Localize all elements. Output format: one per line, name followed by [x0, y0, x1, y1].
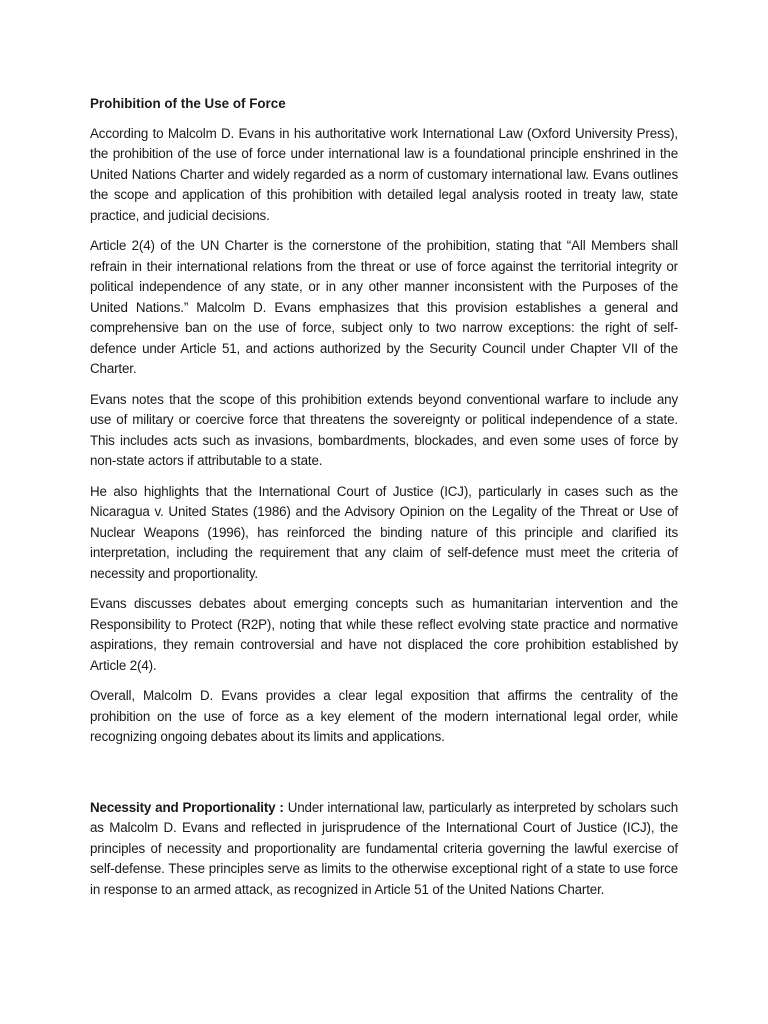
paragraph-scope: Evans notes that the scope of this prohibition extends beyond conventional warfare to include any use of military or coercive force that threatens the sovereignty or political independence of a state. This includes acts such as invasions, bombardments, blockades, and even some uses of force by non-state actors if attributable to a state. — [90, 391, 678, 468]
paragraph-article-2-4: Article 2(4) of the UN Charter is the cornerstone of the prohibition, stating that “All Members shall refrain in their international relations from the threat or use of force against the territorial integrity or political independence of any state, or in any other manner inconsistent with the Purposes of the United Nations.” Malcolm D. Evans emphasizes that this provision establishes a general and comprehensive ban on the use of force, subject only to two narrow exceptions: the right of self-defence under Article 51, and actions authorized by the Security Council under Chapter VII of the Charter. — [90, 238, 678, 376]
paragraph-icj: He also highlights that the International Court of Justice (ICJ), particularly in cases such as the Nicaragua v. United States (1986) and the Advisory Opinion on the Legality of the Threat or Use of Nuclear Weapons (1996), has reinforced the binding nature of this principle and clarified its interpretation, including the requirement that any claim of self-defence must meet the criteria of necessity and proportionality. — [90, 483, 678, 581]
section-lead-heading: Necessity and Proportionality : — [90, 799, 284, 815]
document-title: Prohibition of the Use of Force — [90, 96, 286, 111]
section-body-text: Under international law, particularly as interpreted by scholars such as Malcolm D. Evans and reflected in jurisprudence of the International Court of Justice (ICJ), the principles of necessity and proportionality are fundamental criteria governing the lawful exercise of self-defense. These principles serve as limits to the otherwise exceptional right of a state to use force in response to an armed attack, as recognized in Article 51 of the United Nations Charter. — [90, 799, 678, 897]
paragraph-overall: Overall, Malcolm D. Evans provides a clear legal exposition that affirms the centrality of the prohibition on the use of force as a key element of the modern international legal order, while recognizing ongoing debates about its limits and applications. — [90, 688, 678, 744]
paragraph-intro: According to Malcolm D. Evans in his authoritative work International Law (Oxford University Press), the prohibition of the use of force under international law is a foundational principle enshrined in the United Nations Charter and widely regarded as a norm of customary international law. Evans outlines the scope and application of this prohibition with detailed legal analysis rooted in treaty law, state practice, and judicial decisions. — [90, 125, 678, 223]
paragraph-necessity-proportionality — [90, 798, 678, 901]
section-spacer — [90, 758, 678, 798]
paragraph-debates: Evans discusses debates about emerging concepts such as humanitarian intervention and the Responsibility to Protect (R2P), noting that while these reflect evolving state practice and normative aspirations, they remain controversial and have not displaced the core prohibition established by Article 2(4). — [90, 596, 678, 673]
